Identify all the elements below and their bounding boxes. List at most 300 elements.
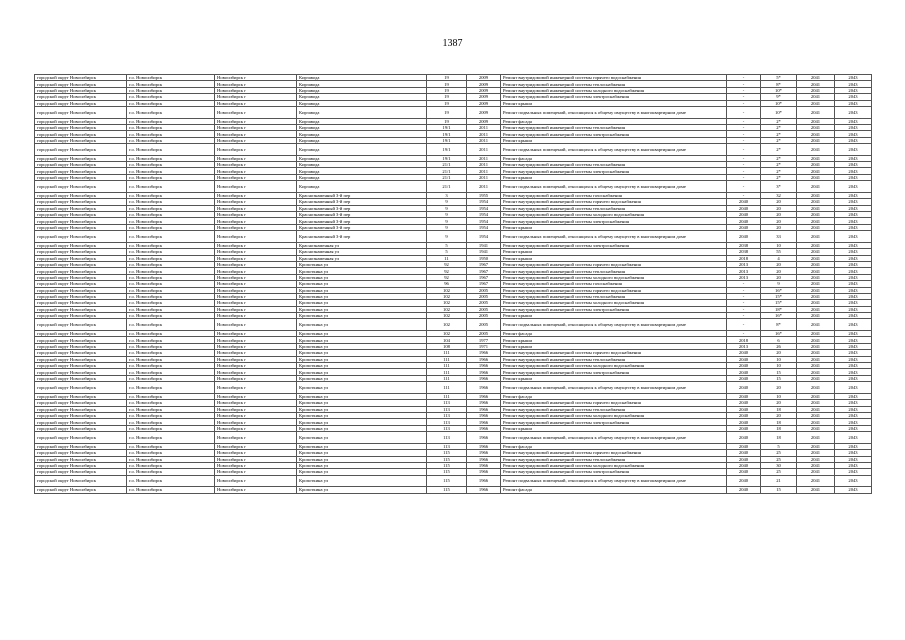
street-cell: Кропоткина ул: [297, 363, 427, 369]
street-cell: Кирзавода: [297, 106, 427, 118]
prior-repair-year-cell: -: [727, 124, 761, 130]
house-number-cell: 5: [427, 249, 467, 255]
service-life-cell: 2*: [761, 174, 797, 180]
city-cell: Новосибирск г: [215, 300, 297, 306]
district-cell: городской округ Новосибирск: [35, 313, 127, 319]
service-life-cell: 16*: [761, 313, 797, 319]
city-cell: Новосибирск г: [215, 293, 297, 299]
period-end-cell: 2043: [835, 475, 872, 487]
service-life-cell: 10*: [761, 100, 797, 106]
work-type-cell: Ремонт крыши: [501, 255, 727, 261]
work-type-cell: Ремонт фасада: [501, 487, 727, 493]
period-start-cell: 2041: [797, 419, 835, 425]
work-type-cell: Ремонт внутридомовой инженерной системы электроснабжения: [501, 168, 727, 174]
service-life-cell: 10: [761, 356, 797, 362]
district-cell: городской округ Новосибирск: [35, 475, 127, 487]
service-life-cell: 25: [761, 469, 797, 475]
period-end-cell: 2043: [835, 205, 872, 211]
house-number-cell: 111: [427, 369, 467, 375]
street-cell: Кропоткина ул: [297, 400, 427, 406]
build-year-cell: 2009: [467, 87, 501, 93]
period-end-cell: 2043: [835, 306, 872, 312]
period-end-cell: 2043: [835, 131, 872, 137]
service-life-cell: 2*: [761, 162, 797, 168]
district-cell: городской округ Новосибирск: [35, 400, 127, 406]
street-cell: Кропоткина ул: [297, 487, 427, 493]
build-year-cell: 1941: [467, 242, 501, 248]
house-number-cell: 96: [427, 281, 467, 287]
service-life-cell: 15*: [761, 293, 797, 299]
city-cell: Новосибирск г: [215, 443, 297, 449]
locality-cell: г.о. Новосибирск: [127, 118, 215, 124]
work-type-cell: Ремонт подвальных помещений, относящихся к общему имуществу в многоквартирном доме: [501, 475, 727, 487]
street-cell: Кропоткина ул: [297, 425, 427, 431]
period-start-cell: 2041: [797, 205, 835, 211]
city-cell: Новосибирск г: [215, 94, 297, 100]
build-year-cell: 1966: [467, 350, 501, 356]
service-life-cell: 15: [761, 375, 797, 381]
district-cell: городской округ Новосибирск: [35, 144, 127, 156]
city-cell: Новосибирск г: [215, 425, 297, 431]
service-life-cell: 20: [761, 400, 797, 406]
city-cell: Новосибирск г: [215, 462, 297, 468]
prior-repair-year-cell: 2040: [727, 475, 761, 487]
period-end-cell: 2043: [835, 274, 872, 280]
period-start-cell: 2041: [797, 363, 835, 369]
locality-cell: г.о. Новосибирск: [127, 469, 215, 475]
locality-cell: г.о. Новосибирск: [127, 281, 215, 287]
locality-cell: г.о. Новосибирск: [127, 306, 215, 312]
period-end-cell: 2043: [835, 462, 872, 468]
district-cell: городской округ Новосибирск: [35, 462, 127, 468]
build-year-cell: 2009: [467, 81, 501, 87]
city-cell: Новосибирск г: [215, 363, 297, 369]
locality-cell: г.о. Новосибирск: [127, 242, 215, 248]
prior-repair-year-cell: -: [727, 168, 761, 174]
build-year-cell: 2009: [467, 100, 501, 106]
locality-cell: г.о. Новосибирск: [127, 137, 215, 143]
service-life-cell: 2*: [761, 155, 797, 161]
period-end-cell: 2043: [835, 487, 872, 493]
prior-repair-year-cell: 2040: [727, 356, 761, 362]
prior-repair-year-cell: -: [727, 313, 761, 319]
build-year-cell: 1966: [467, 369, 501, 375]
city-cell: Новосибирск г: [215, 393, 297, 399]
build-year-cell: 2005: [467, 331, 501, 337]
street-cell: Кирзавода: [297, 87, 427, 93]
service-life-cell: 10: [761, 242, 797, 248]
city-cell: Новосибирск г: [215, 192, 297, 198]
city-cell: Новосибирск г: [215, 81, 297, 87]
house-number-cell: 108: [427, 343, 467, 349]
prior-repair-year-cell: 2040: [727, 224, 761, 230]
district-cell: городской округ Новосибирск: [35, 337, 127, 343]
prior-repair-year-cell: -: [727, 192, 761, 198]
prior-repair-year-cell: -: [727, 100, 761, 106]
build-year-cell: 1950: [467, 255, 501, 261]
prior-repair-year-cell: -: [727, 81, 761, 87]
district-cell: городской округ Новосибирск: [35, 350, 127, 356]
locality-cell: г.о. Новосибирск: [127, 155, 215, 161]
work-type-cell: Ремонт подвальных помещений, относящихся к общему имуществу в многоквартирном доме: [501, 144, 727, 156]
house-number-cell: 111: [427, 356, 467, 362]
locality-cell: г.о. Новосибирск: [127, 192, 215, 198]
street-cell: Краснознаменная ул: [297, 255, 427, 261]
build-year-cell: 2011: [467, 168, 501, 174]
prior-repair-year-cell: 2013: [727, 274, 761, 280]
locality-cell: г.о. Новосибирск: [127, 87, 215, 93]
work-type-cell: Ремонт крыши: [501, 249, 727, 255]
city-cell: Новосибирск г: [215, 487, 297, 493]
build-year-cell: 2005: [467, 319, 501, 331]
period-start-cell: 2041: [797, 432, 835, 444]
prior-repair-year-cell: 2040: [727, 425, 761, 431]
street-cell: Краснознаменная ул: [297, 242, 427, 248]
service-life-cell: 18: [761, 419, 797, 425]
period-end-cell: 2043: [835, 432, 872, 444]
locality-cell: г.о. Новосибирск: [127, 343, 215, 349]
prior-repair-year-cell: -: [727, 181, 761, 193]
work-type-cell: Ремонт внутридомовой инженерной системы холодного водоснабжения: [501, 87, 727, 93]
locality-cell: г.о. Новосибирск: [127, 419, 215, 425]
period-start-cell: 2041: [797, 231, 835, 243]
period-start-cell: 2041: [797, 255, 835, 261]
period-start-cell: 2041: [797, 162, 835, 168]
period-start-cell: 2041: [797, 450, 835, 456]
street-cell: Кирзавода: [297, 174, 427, 180]
street-cell: Кропоткина ул: [297, 456, 427, 462]
locality-cell: г.о. Новосибирск: [127, 205, 215, 211]
locality-cell: г.о. Новосибирск: [127, 81, 215, 87]
house-number-cell: 102: [427, 313, 467, 319]
build-year-cell: 2009: [467, 106, 501, 118]
locality-cell: г.о. Новосибирск: [127, 131, 215, 137]
house-number-cell: 11: [427, 255, 467, 261]
prior-repair-year-cell: -: [727, 306, 761, 312]
period-end-cell: 2043: [835, 425, 872, 431]
table-row: [35, 231, 872, 243]
service-life-cell: 55: [761, 249, 797, 255]
district-cell: городской округ Новосибирск: [35, 75, 127, 81]
city-cell: Новосибирск г: [215, 343, 297, 349]
house-number-cell: 111: [427, 375, 467, 381]
city-cell: Новосибирск г: [215, 205, 297, 211]
locality-cell: г.о. Новосибирск: [127, 100, 215, 106]
street-cell: Кропоткина ул: [297, 406, 427, 412]
locality-cell: г.о. Новосибирск: [127, 94, 215, 100]
period-start-cell: 2041: [797, 331, 835, 337]
locality-cell: г.о. Новосибирск: [127, 224, 215, 230]
prior-repair-year-cell: 2040: [727, 350, 761, 356]
street-cell: Кропоткина ул: [297, 319, 427, 331]
period-end-cell: 2043: [835, 231, 872, 243]
service-life-cell: 21: [761, 475, 797, 487]
service-life-cell: 5*: [761, 75, 797, 81]
period-start-cell: 2041: [797, 343, 835, 349]
house-number-cell: 19: [427, 100, 467, 106]
district-cell: городской округ Новосибирск: [35, 369, 127, 375]
build-year-cell: 1954: [467, 205, 501, 211]
prior-repair-year-cell: -: [727, 87, 761, 93]
period-end-cell: 2043: [835, 81, 872, 87]
period-start-cell: 2041: [797, 137, 835, 143]
house-number-cell: 19/1: [427, 131, 467, 137]
work-type-cell: Ремонт крыши: [501, 343, 727, 349]
work-type-cell: Ремонт внутридомовой инженерной системы горячего водоснабжения: [501, 450, 727, 456]
district-cell: городской округ Новосибирск: [35, 124, 127, 130]
work-type-cell: Ремонт фасада: [501, 331, 727, 337]
house-number-cell: 115: [427, 450, 467, 456]
district-cell: городской округ Новосибирск: [35, 231, 127, 243]
house-number-cell: 111: [427, 382, 467, 394]
service-life-cell: 8*: [761, 81, 797, 87]
work-type-cell: Ремонт крыши: [501, 313, 727, 319]
house-number-cell: 19: [427, 118, 467, 124]
locality-cell: г.о. Новосибирск: [127, 261, 215, 267]
period-start-cell: 2041: [797, 100, 835, 106]
period-start-cell: 2041: [797, 462, 835, 468]
work-type-cell: Ремонт внутридомовой инженерной системы горячего водоснабжения: [501, 400, 727, 406]
period-end-cell: 2043: [835, 181, 872, 193]
house-number-cell: 19/1: [427, 155, 467, 161]
period-end-cell: 2043: [835, 162, 872, 168]
district-cell: городской округ Новосибирск: [35, 100, 127, 106]
period-end-cell: 2043: [835, 293, 872, 299]
locality-cell: г.о. Новосибирск: [127, 406, 215, 412]
district-cell: городской округ Новосибирск: [35, 174, 127, 180]
district-cell: городской округ Новосибирск: [35, 205, 127, 211]
street-cell: Кирзавода: [297, 118, 427, 124]
service-life-cell: 8*: [761, 319, 797, 331]
house-number-cell: 21/1: [427, 174, 467, 180]
service-life-cell: 5: [761, 443, 797, 449]
city-cell: Новосибирск г: [215, 212, 297, 218]
prior-repair-year-cell: 2040: [727, 375, 761, 381]
district-cell: городской округ Новосибирск: [35, 281, 127, 287]
city-cell: Новосибирск г: [215, 144, 297, 156]
work-type-cell: Ремонт крыши: [501, 100, 727, 106]
work-type-cell: Ремонт внутридомовой инженерной системы холодного водоснабжения: [501, 462, 727, 468]
build-year-cell: 2011: [467, 181, 501, 193]
build-year-cell: 1966: [467, 450, 501, 456]
city-cell: Новосибирск г: [215, 469, 297, 475]
city-cell: Новосибирск г: [215, 450, 297, 456]
prior-repair-year-cell: 2040: [727, 199, 761, 205]
service-life-cell: 16*: [761, 287, 797, 293]
service-life-cell: 30: [761, 462, 797, 468]
district-cell: городской округ Новосибирск: [35, 443, 127, 449]
city-cell: Новосибирск г: [215, 375, 297, 381]
city-cell: Новосибирск г: [215, 242, 297, 248]
period-start-cell: 2041: [797, 313, 835, 319]
street-cell: Кропоткина ул: [297, 350, 427, 356]
work-type-cell: Ремонт внутридомовой инженерной системы теплоснабжения: [501, 268, 727, 274]
prior-repair-year-cell: 2040: [727, 443, 761, 449]
service-life-cell: 10*: [761, 87, 797, 93]
city-cell: Новосибирск г: [215, 100, 297, 106]
build-year-cell: 1954: [467, 224, 501, 230]
build-year-cell: 1966: [467, 393, 501, 399]
street-cell: Кропоткина ул: [297, 313, 427, 319]
city-cell: Новосибирск г: [215, 181, 297, 193]
build-year-cell: 1966: [467, 456, 501, 462]
period-start-cell: 2041: [797, 412, 835, 418]
work-type-cell: Ремонт внутридомовой инженерной системы теплоснабжения: [501, 406, 727, 412]
period-end-cell: 2043: [835, 300, 872, 306]
work-type-cell: Ремонт крыши: [501, 425, 727, 431]
build-year-cell: 2011: [467, 162, 501, 168]
district-cell: городской округ Новосибирск: [35, 375, 127, 381]
locality-cell: г.о. Новосибирск: [127, 144, 215, 156]
work-type-cell: Ремонт внутридомовой инженерной системы электроснабжения: [501, 369, 727, 375]
street-cell: Кропоткина ул: [297, 469, 427, 475]
service-life-cell: 6: [761, 337, 797, 343]
prior-repair-year-cell: -: [727, 331, 761, 337]
service-life-cell: 10: [761, 363, 797, 369]
build-year-cell: 1966: [467, 419, 501, 425]
street-cell: Кропоткина ул: [297, 300, 427, 306]
build-year-cell: 1966: [467, 356, 501, 362]
period-end-cell: 2043: [835, 281, 872, 287]
house-number-cell: 5: [427, 242, 467, 248]
period-start-cell: 2041: [797, 487, 835, 493]
locality-cell: г.о. Новосибирск: [127, 313, 215, 319]
period-start-cell: 2041: [797, 155, 835, 161]
prior-repair-year-cell: 2040: [727, 456, 761, 462]
locality-cell: г.о. Новосибирск: [127, 382, 215, 394]
district-cell: городской округ Новосибирск: [35, 319, 127, 331]
build-year-cell: 1971: [467, 343, 501, 349]
build-year-cell: 1966: [467, 475, 501, 487]
locality-cell: г.о. Новосибирск: [127, 75, 215, 81]
house-number-cell: 102: [427, 331, 467, 337]
house-number-cell: 92: [427, 274, 467, 280]
service-life-cell: 2*: [761, 124, 797, 130]
city-cell: Новосибирск г: [215, 168, 297, 174]
work-type-cell: Ремонт внутридомовой инженерной системы теплоснабжения: [501, 356, 727, 362]
city-cell: Новосибирск г: [215, 313, 297, 319]
service-life-cell: 3*: [761, 181, 797, 193]
service-life-cell: 2*: [761, 168, 797, 174]
district-cell: городской округ Новосибирск: [35, 356, 127, 362]
service-life-cell: 15*: [761, 300, 797, 306]
service-life-cell: 15: [761, 487, 797, 493]
street-cell: Краснознаменный 3-й пер: [297, 205, 427, 211]
house-number-cell: 19: [427, 94, 467, 100]
table-row: [35, 319, 872, 331]
period-end-cell: 2043: [835, 218, 872, 224]
house-number-cell: 115: [427, 469, 467, 475]
street-cell: Кирзавода: [297, 162, 427, 168]
work-type-cell: Ремонт внутридомовой инженерной системы теплоснабжения: [501, 293, 727, 299]
house-number-cell: 113: [427, 425, 467, 431]
work-type-cell: Ремонт внутридомовой инженерной системы холодного водоснабжения: [501, 412, 727, 418]
service-life-cell: 20: [761, 268, 797, 274]
period-start-cell: 2041: [797, 293, 835, 299]
work-type-cell: Ремонт подвальных помещений, относящихся к общему имуществу в многоквартирном доме: [501, 231, 727, 243]
street-cell: Краснознаменный 3-й пер: [297, 231, 427, 243]
build-year-cell: 1966: [467, 363, 501, 369]
house-number-cell: 115: [427, 475, 467, 487]
service-life-cell: 9*: [761, 94, 797, 100]
house-number-cell: 102: [427, 287, 467, 293]
table-row: [35, 382, 872, 394]
house-number-cell: 19: [427, 106, 467, 118]
work-type-cell: Ремонт внутридомовой инженерной системы холодного водоснабжения: [501, 274, 727, 280]
period-end-cell: 2043: [835, 363, 872, 369]
street-cell: Кропоткина ул: [297, 268, 427, 274]
city-cell: Новосибирск г: [215, 137, 297, 143]
period-end-cell: 2043: [835, 319, 872, 331]
locality-cell: г.о. Новосибирск: [127, 393, 215, 399]
city-cell: Новосибирск г: [215, 261, 297, 267]
service-life-cell: 20: [761, 274, 797, 280]
locality-cell: г.о. Новосибирск: [127, 337, 215, 343]
work-type-cell: Ремонт подвальных помещений, относящихся к общему имуществу в многоквартирном доме: [501, 432, 727, 444]
period-start-cell: 2041: [797, 192, 835, 198]
build-year-cell: 2005: [467, 306, 501, 312]
house-number-cell: 19/1: [427, 137, 467, 143]
prior-repair-year-cell: 2040: [727, 432, 761, 444]
district-cell: городской округ Новосибирск: [35, 261, 127, 267]
service-life-cell: 32: [761, 192, 797, 198]
period-start-cell: 2041: [797, 274, 835, 280]
house-number-cell: 111: [427, 393, 467, 399]
street-cell: Кирзавода: [297, 100, 427, 106]
city-cell: Новосибирск г: [215, 87, 297, 93]
build-year-cell: 1966: [467, 382, 501, 394]
work-type-cell: Ремонт внутридомовой инженерной системы газоснабжения: [501, 192, 727, 198]
prior-repair-year-cell: 2038: [727, 242, 761, 248]
period-start-cell: 2041: [797, 124, 835, 130]
house-number-cell: 19/1: [427, 144, 467, 156]
house-number-cell: 115: [427, 487, 467, 493]
period-end-cell: 2043: [835, 124, 872, 130]
locality-cell: г.о. Новосибирск: [127, 231, 215, 243]
locality-cell: г.о. Новосибирск: [127, 174, 215, 180]
district-cell: городской округ Новосибирск: [35, 131, 127, 137]
locality-cell: г.о. Новосибирск: [127, 350, 215, 356]
work-type-cell: Ремонт внутридомовой инженерной системы горячего водоснабжения: [501, 350, 727, 356]
city-cell: Новосибирск г: [215, 255, 297, 261]
locality-cell: г.о. Новосибирск: [127, 124, 215, 130]
district-cell: городской округ Новосибирск: [35, 450, 127, 456]
city-cell: Новосибирск г: [215, 369, 297, 375]
district-cell: городской округ Новосибирск: [35, 425, 127, 431]
service-life-cell: 2*: [761, 137, 797, 143]
district-cell: городской округ Новосибирск: [35, 181, 127, 193]
period-end-cell: 2043: [835, 144, 872, 156]
prior-repair-year-cell: -: [727, 287, 761, 293]
build-year-cell: 2011: [467, 137, 501, 143]
prior-repair-year-cell: 2040: [727, 231, 761, 243]
prior-repair-year-cell: 2040: [727, 363, 761, 369]
build-year-cell: 2011: [467, 131, 501, 137]
period-end-cell: 2043: [835, 94, 872, 100]
district-cell: городской округ Новосибирск: [35, 218, 127, 224]
service-life-cell: 2*: [761, 118, 797, 124]
city-cell: Новосибирск г: [215, 412, 297, 418]
city-cell: Новосибирск г: [215, 406, 297, 412]
prior-repair-year-cell: -: [727, 174, 761, 180]
service-life-cell: 16*: [761, 331, 797, 337]
prior-repair-year-cell: 2040: [727, 393, 761, 399]
street-cell: Кропоткина ул: [297, 393, 427, 399]
locality-cell: г.о. Новосибирск: [127, 487, 215, 493]
district-cell: городской округ Новосибирск: [35, 192, 127, 198]
service-life-cell: 20: [761, 205, 797, 211]
period-end-cell: 2043: [835, 350, 872, 356]
